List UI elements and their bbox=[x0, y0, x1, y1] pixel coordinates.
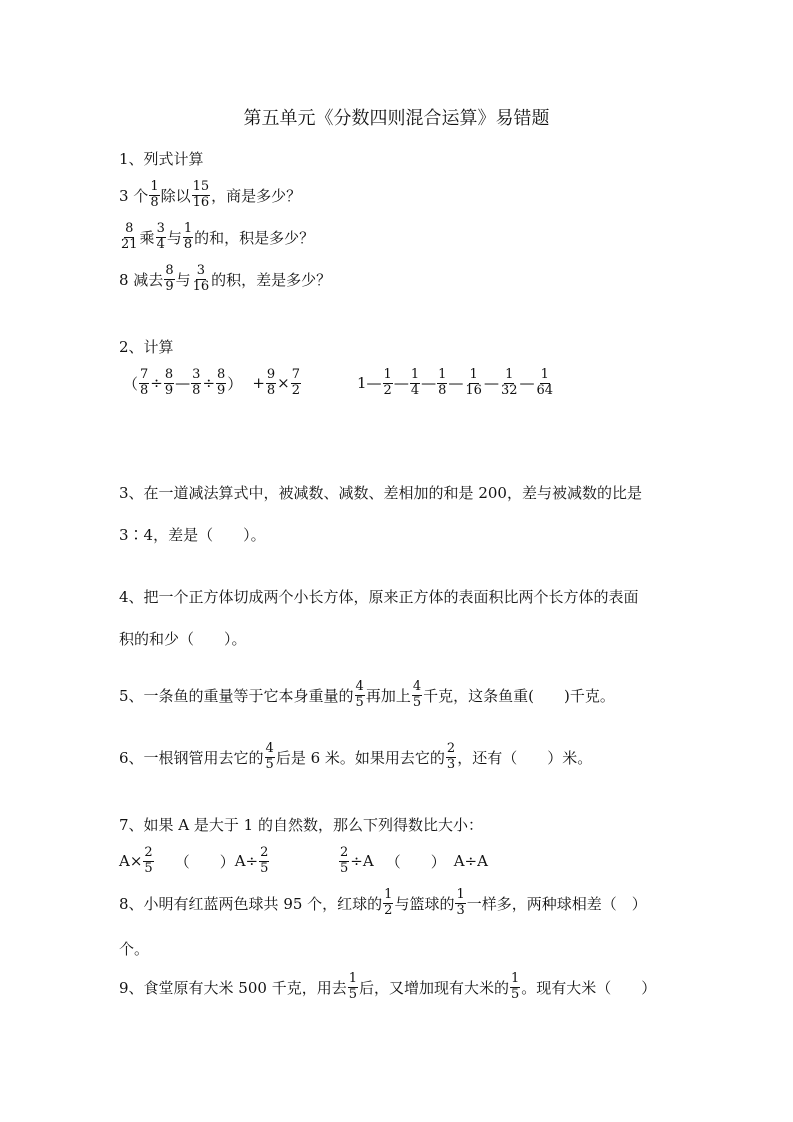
q1-item-b: $\frac{8}{21}$ 乘 $\frac{3}{4}$ 与 $\frac{1}{8}$ 的和，积是多少？ bbox=[121, 221, 315, 252]
fraction: $\frac{8}{9}$ bbox=[217, 367, 226, 398]
q8-line-2: 个。 bbox=[119, 940, 150, 958]
fraction: $\frac{1}{8}$ bbox=[150, 179, 159, 210]
fraction: $\frac{1}{2}$ bbox=[384, 887, 393, 918]
q3-line-2: 3∶4，差是（ ）。 bbox=[119, 526, 266, 544]
fraction: $\frac{1}{2}$ bbox=[383, 367, 392, 398]
fraction: $\frac{15}{16}$ bbox=[192, 179, 210, 210]
fraction: $\frac{3}{8}$ bbox=[192, 367, 201, 398]
fraction: $\frac{1}{5}$ bbox=[348, 971, 357, 1002]
fraction: $\frac{4}{5}$ bbox=[412, 679, 422, 710]
q7-heading: 7、如果 A 是大于 1 的自然数，那么下列得数比大小： bbox=[119, 816, 483, 834]
fraction: $\frac{2}{3}$ bbox=[446, 741, 456, 772]
fraction: $\frac{1}{4}$ bbox=[410, 367, 420, 398]
fraction: $\frac{1}{8}$ bbox=[438, 367, 447, 398]
q2-expression-2: 1— $\frac{1}{2}$ — $\frac{1}{4}$ — $\frac{1}{8}$ — $\frac{1}{16}$ — $\frac{1}{32}$ — $\frac{1}{64}$ bbox=[357, 367, 554, 398]
fraction: $\frac{1}{8}$ bbox=[183, 221, 193, 252]
q5: 5、一条鱼的重量等于它本身重量的 $\frac{4}{5}$ 再加上 $\frac{4}{5}$ 千克，这条鱼重( )千克。 bbox=[119, 679, 615, 710]
fraction: $\frac{8}{9}$ bbox=[165, 263, 174, 294]
fraction: $\frac{7}{8}$ bbox=[140, 367, 149, 398]
fraction: $\frac{1}{32}$ bbox=[500, 367, 518, 398]
q8-line-1: 8、小明有红蓝两色球共 95 个，红球的 $\frac{1}{2}$ 与篮球的 $\frac{1}{3}$ 一样多，两种球相差（ ） bbox=[119, 887, 647, 918]
q1-item-a: 3 个 $\frac{1}{8}$ 除以 $\frac{15}{16}$ ，商是多少？ bbox=[119, 179, 302, 210]
fraction: $\frac{4}{5}$ bbox=[265, 741, 274, 772]
fraction: $\frac{4}{5}$ bbox=[355, 679, 364, 710]
page-title: 第五单元《分数四则混合运算》易错题 bbox=[243, 108, 550, 129]
fraction: $\frac{2}{5}$ bbox=[144, 845, 153, 876]
q1-item-c: 8 减去 $\frac{8}{9}$ 与 $\frac{3}{16}$ 的积，差是多少？ bbox=[119, 263, 332, 294]
fraction: $\frac{8}{21}$ bbox=[121, 221, 138, 252]
q7-compare-a: A× $\frac{2}{5}$ （ ） A÷ $\frac{2}{5}$ bbox=[119, 845, 269, 876]
fraction: $\frac{1}{16}$ bbox=[465, 367, 482, 398]
fraction: $\frac{7}{2}$ bbox=[291, 367, 301, 398]
fraction: $\frac{3}{4}$ bbox=[156, 221, 165, 252]
q9: 9、食堂原有大米 500 千克，用去 $\frac{1}{5}$ 后，又增加现有大米的 $\frac{1}{5}$ 。现有大米（ ） bbox=[119, 971, 657, 1002]
fraction: $\frac{8}{9}$ bbox=[164, 367, 174, 398]
q4-line-2: 积的和少（ ）。 bbox=[119, 630, 247, 648]
q4-line-1: 4、把一个正方体切成两个小长方体，原来正方体的表面积比两个长方体的表面 bbox=[119, 588, 639, 606]
q2-expression-1: （ $\frac{7}{8}$ ÷ $\frac{8}{9}$ — $\frac{3}{8}$ ÷ $\frac{8}{9}$ ） + $\frac{9}{8}$ × $\frac{7}{2}$ bbox=[123, 367, 301, 398]
fraction: $\frac{1}{5}$ bbox=[511, 971, 520, 1002]
fraction: $\frac{1}{64}$ bbox=[536, 367, 554, 398]
fraction: $\frac{9}{8}$ bbox=[266, 367, 276, 398]
fraction: $\frac{2}{5}$ bbox=[340, 845, 349, 876]
q1-heading: 1、列式计算 bbox=[119, 150, 204, 168]
q2-heading: 2、计算 bbox=[119, 338, 174, 356]
q3-line-1: 3、在一道减法算式中，被减数、减数、差相加的和是 200，差与被减数的比是 bbox=[119, 484, 642, 502]
fraction: $\frac{1}{3}$ bbox=[456, 887, 465, 918]
fraction: $\frac{2}{5}$ bbox=[260, 845, 269, 876]
q6: 6、一根钢管用去它的 $\frac{4}{5}$ 后是 6 米。如果用去它的 $\frac{2}{3}$ ，还有（ ）米。 bbox=[119, 741, 593, 772]
fraction: $\frac{3}{16}$ bbox=[192, 263, 210, 294]
q7-compare-b: $\frac{2}{5}$ ÷A （ ） A÷A bbox=[340, 845, 488, 876]
